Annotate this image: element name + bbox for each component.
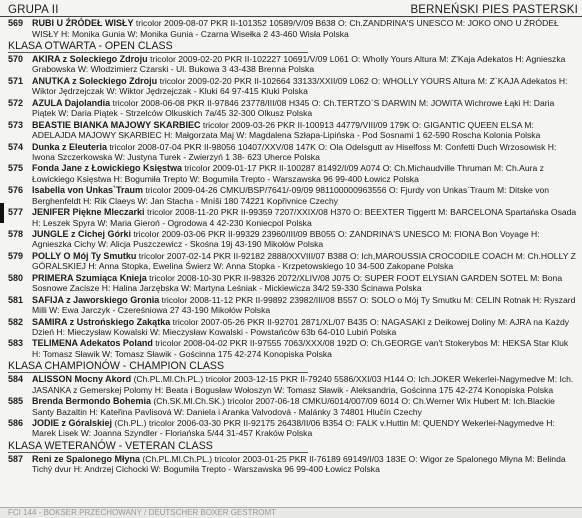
entry-body xyxy=(32,207,579,228)
entry-number: 583 xyxy=(8,338,24,349)
dog-entry xyxy=(8,142,579,163)
entry-number: 576 xyxy=(8,185,24,196)
dog-name: PRIMERA Szumiąca Knieja xyxy=(32,272,147,283)
class-section-heading: KLASA WETERANÓW - VETERAN CLASS xyxy=(8,440,308,453)
dog-name: POLLY O Mój Ty Smutku xyxy=(32,250,137,261)
entry-number: 575 xyxy=(8,163,24,174)
dog-name: Fonda Jane z Łowickiego Księstwa xyxy=(32,163,183,174)
entry-details: (Ch.SK.Ml.Ch.SK.) tricolor 2007-06-18 CMKU/6014/007/09 6014 O: Ch.Werner Wix Hubert M: Ich.Blackie Santy Bazaltin H: Kateřina Pavlisová W: Daniela i Aranka Valvodová - Malánky 3 74801 Hlučín Czechy xyxy=(32,396,555,417)
footer-band xyxy=(0,507,582,518)
entry-number: 577 xyxy=(8,207,24,218)
entry-details: tricolor 2009-04-26 CMKU/BSP/7641/-09/09 981100000963556 O: Fjurdy von Unkas`Traum M: Ditske von Berghenfeldt H: Rik Claeys W: Jan Stacha - Mníši 180 74221 Kopřivnice Czechy xyxy=(32,185,550,206)
entry-details: (Ch.PL.Ml.Ch.PL.) tricolor 2003-01-25 PKR II-76189 69149/I/03 183E O: Wigor ze Spalonego Młyna M: Belinda Tichý dvur H: Andrzej Cichocki W: Bogumiła Trepto - Warszawska 96 99-400 Łowicz Polska xyxy=(32,453,566,475)
entry-body xyxy=(32,317,579,338)
dog-name: ANUTKA z Soleckiego Zdroju xyxy=(32,75,158,86)
entry-body xyxy=(32,454,579,475)
dog-entry xyxy=(8,454,579,475)
entry-details: tricolor 2009-08-07 PKR II-101352 10589/V/09 B638 O: Ch.ZANDRINA'S UNESCO M: JOKO ONO U ŹRÓDEŁ WISŁY H: Monika Gunia W: Monika Gunia - Czarna Wisełka 2 43-460 Wisła Polska xyxy=(32,18,559,39)
entry-details: tricolor 2009-02-20 PKR II-102664 33133/XXII/09 L062 O: WHOLLY YOURS Altura M: Z`KAJA Adekatos H: Wiktor Jędrzejczak W: Wiktor Jędrzejczak - Kluki 64 97-415 Kluki Polska xyxy=(32,75,568,97)
dog-name: BEASTIE BIANKA MAJOWY SKARBIEC xyxy=(32,119,201,130)
entry-details: tricolor 2008-11-20 PKR II-99359 7207/XXIX/08 H370 O: BEEXTER Tiggertt M: BARCELONA Spartańska Osada H: Leszek Spyra W: Maria Gieroń - Ogrodowa 4 42-230 Koniecpol Polska xyxy=(32,207,577,228)
dog-entry xyxy=(8,185,579,206)
group-label: GRUPA II xyxy=(8,4,59,16)
entry-body xyxy=(32,273,579,294)
entry-body xyxy=(32,338,579,359)
footer-text: FCI 144 - BOKSER PRZECHOWANY / DEUTSCHER BOXER GESTROMT xyxy=(8,508,277,517)
entry-number: 573 xyxy=(8,119,24,130)
entry-number: 578 xyxy=(8,229,24,240)
dog-name: AKIRA z Soleckiego Zdroju xyxy=(32,54,148,65)
dog-entry xyxy=(8,229,579,250)
entry-number: 571 xyxy=(8,75,24,86)
entry-number: 581 xyxy=(8,294,24,305)
entry-list xyxy=(0,18,582,474)
entry-number: 587 xyxy=(8,453,24,464)
entry-number: 586 xyxy=(8,418,24,429)
entry-details: (Ch.PL.) tricolor 2006-03-30 PKR II-92175 26438/II/06 B354 O: FALK v.Huttin M: QUENDY Wekerlei-Nagymedve H: Marek Lisek W: Joanna Szyndler - Floriańska 5/44 31-457 Kraków Polska xyxy=(32,418,555,439)
entry-body xyxy=(32,185,579,206)
dog-entry xyxy=(8,338,579,359)
entry-details: tricolor 2007-02-14 PKR II-92182 2888/XXVIII/07 B388 O: Ich,MAROUSSIA CROCODILE COACH M: Ch.HOLLY Z GÓRALSKIEJ H: Anna Stopka, Ewelina Świerz W: Anna Stopka - Krzpetowskiego 10 34-500 Zakopane Polska xyxy=(32,250,576,272)
entry-details: tricolor 2008-11-12 PKR II-99892 23982/III/08 B557 O: SOLO o Mój Ty Smutku M: CELIN Rotnak H: Ryszard Milli W: Ewa Jarczyk - Czereśniowa 27 43-190 Mikołów Polska xyxy=(32,294,576,316)
entry-body xyxy=(32,120,579,141)
entry-details: tricolor 2007-05-26 PKR II-92701 2871/XL/07 B435 O: NAGASAKI z Deikowej Doliny M: AJRA na Każdy Dzień H: Mieczysław Kowalski W: Mieczysław Kowalski - Powstańców 63b 64-010 Lubiń Polska xyxy=(32,316,570,337)
entry-number: 574 xyxy=(8,141,24,152)
dog-entry xyxy=(8,163,579,184)
dog-entry xyxy=(8,207,579,228)
dog-name: Dunka z Eleuteria xyxy=(32,141,108,152)
dog-entry xyxy=(8,396,579,417)
entry-body xyxy=(32,418,579,439)
class-section-heading: KLASA CHAMPIONÓW - CHAMPION CLASS xyxy=(8,360,308,373)
entry-details: tricolor 2009-01-17 PKR II-100287 81492/I/09 A074 O: Ch.Michaudville Thruman M: Ch.Aura z Łowickiego Księstwa H: Bogumiła Trepto W: Bogumiła Trepto - Warszawska 96 99-400 Łowicz Polska xyxy=(32,163,544,184)
class-section-heading: KLASA OTWARTA - OPEN CLASS xyxy=(8,40,308,53)
entry-details: tricolor 2009-02-20 PKR II-102227 10691/V/09 L061 O: Wholly Yours Altura M: Z'Kaja Adekatos H: Agnieszka Grabowska W: Włodzimierz Czarski - Ul. Bukowa 3 43-438 Brenna Polska xyxy=(32,54,566,75)
dog-name: RUBI U ŹRÓDEŁ WISŁY xyxy=(32,18,134,29)
entry-body xyxy=(32,396,579,417)
entry-number: 585 xyxy=(8,396,24,407)
entry-details: tricolor 2008-04-02 PKR II-97555 7063/XXX/08 192D O: Ch.GEORGE van't Stokerybos M: HEKSA Star Kluk H: Tomasz Sławik W: Tomasz Sławik - Gościnna 175 42-274 Konopiska Polska xyxy=(32,338,569,359)
dog-entry xyxy=(8,317,579,338)
entry-details: tricolor 2008-10-30 PKR II-98326 2072/XLIV/08 J075 O: SUPER FOOT ELYSIAN GARDEN SOTEL M: Bona Sosnowe Zacisze H: Halina Jarzębska W: Martyna Leśniak - Mickiewicza 34/2 59-330 Ścinawa Polska xyxy=(32,272,563,294)
entry-body xyxy=(32,295,579,316)
entry-body xyxy=(32,18,579,39)
dog-name: Reni ze Spalonego Młyna xyxy=(32,453,141,464)
page-header xyxy=(0,0,582,17)
dog-name: TELIMENA Adekatos Poland xyxy=(32,338,153,349)
dog-entry xyxy=(8,98,579,119)
entry-number: 579 xyxy=(8,250,24,261)
entry-body xyxy=(32,163,579,184)
dog-entry xyxy=(8,18,579,39)
entry-details: tricolor 2008-07-04 PKR II-98056 10407/XXV/08 147K O: Ola Odelsgutt av Hiselfoss M: Confetti Duch Wrzosowisk H: Iwona Szczerkowska W: Justyna Turek - Zwierzyń 1 38- 623 Uherce Polska xyxy=(32,141,557,162)
entry-number: 584 xyxy=(8,374,24,385)
breed-title: BERNEŃSKI PIES PASTERSKI xyxy=(410,4,578,16)
entry-body xyxy=(32,76,579,97)
dog-entry xyxy=(8,374,579,395)
dog-entry xyxy=(8,120,579,141)
entry-body xyxy=(32,229,579,250)
dog-name: JUNGLE z Cichej Górki xyxy=(32,229,132,240)
dog-entry xyxy=(8,251,579,272)
dog-name: JODIE z Góralskiej xyxy=(32,418,113,429)
entry-number: 570 xyxy=(8,54,24,65)
entry-details: tricolor 2009-03-26 PKR II-100913 44779/VIII/09 179K O: GIGANTIC QUEEN ELSA M: ADELAJDA MAJOWY SKARBIEC H: Małgorzata Maj W: Magdalena Szłapa-Lipińska - Pod Sosnami 1 62-590 Roscha Kolonia Polska xyxy=(32,119,541,141)
entry-body xyxy=(32,98,579,119)
dog-name: Brenda Bermondo Bohemia xyxy=(32,396,152,407)
entry-body xyxy=(32,54,579,75)
dog-entry xyxy=(8,295,579,316)
entry-details: tricolor 2009-03-06 PKR II-99329 23960/III/09 BB055 O: ZANDRINA'S UNESCO M: FIONA Bon Voyage H: Agnieszka Cichy W: Alicja Puszczewicz - Skośna 19j 43-190 Mikołów Polska xyxy=(32,229,540,250)
entry-number: 580 xyxy=(8,272,24,283)
dog-name: ALISSON Mocny Akord xyxy=(32,374,132,385)
entry-number: 569 xyxy=(8,18,24,29)
dog-name: JENIFER Piękne Mleczarki xyxy=(32,207,145,218)
entry-body xyxy=(32,142,579,163)
dog-entry xyxy=(8,273,579,294)
entry-details: (Ch.PL.Ml.Ch.PL.) tricolor 2003-12-15 PKR II-79240 5586/XXI/03 H144 O: Ich.JOKER Wekerlei-Nagymedve M: Ich. JASANKA z Gemerskej Polomy H: Beata i Bogusław Wołoszyn W: Tomasz Sławik - Aleksandria, Gościnna 175 42-274 Konopiska Polska xyxy=(32,374,574,395)
entry-number: 572 xyxy=(8,97,24,108)
dog-entry xyxy=(8,418,579,439)
entry-details: tricolor 2008-06-08 PKR II-97846 23778/III/08 H345 O: Ch.TERTZO`S DARWIN M: JOWITA Wichrowe Łąki H: Daria Piątek W: Daria Piątek - Strzelców Olkuskich 7a/45 32-300 Olkusz Polska xyxy=(32,97,555,119)
dog-entry xyxy=(8,76,579,97)
entry-body xyxy=(32,374,579,395)
page-tab-marker xyxy=(0,203,4,223)
entry-number: 582 xyxy=(8,316,24,327)
dog-entry xyxy=(8,54,579,75)
dog-name: Isabella von Unkas`Traum xyxy=(32,185,144,196)
dog-name: SAFIJA z Jaworskiego Gronia xyxy=(32,294,160,305)
dog-name: SAMIRA z Ustrońskiego Zakątka xyxy=(32,316,171,327)
entry-body xyxy=(32,251,579,272)
dog-name: AZULA Dajolandia xyxy=(32,97,111,108)
